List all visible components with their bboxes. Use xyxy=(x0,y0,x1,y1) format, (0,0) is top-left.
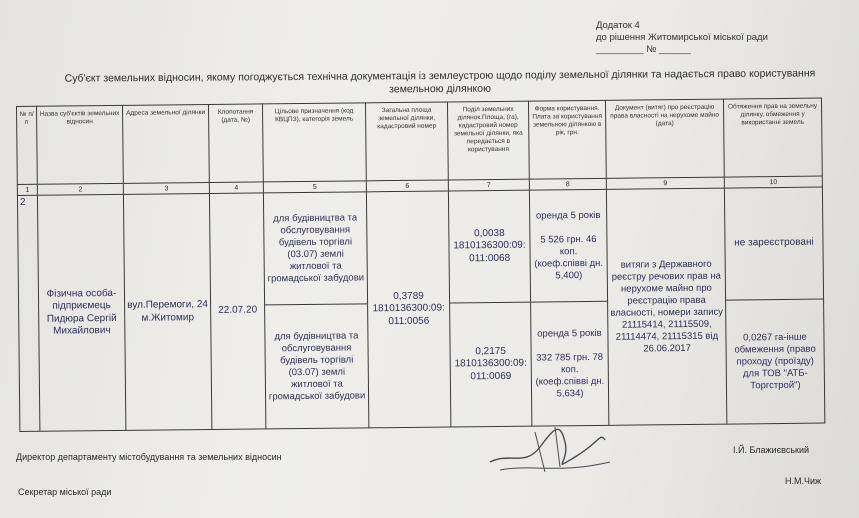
row-number: 2 xyxy=(17,195,39,431)
appendix-date-number: _________ № ______ xyxy=(596,44,691,55)
header-cell: Назва суб'єктів земельних відносин xyxy=(37,105,124,184)
column-number: 9 xyxy=(606,177,724,189)
subject-name: Фізична особа-підприємець Пидюра Сергій Михайлович xyxy=(37,194,125,431)
table-row xyxy=(17,187,823,307)
header-cell: № п/п xyxy=(17,106,38,184)
column-number: 7 xyxy=(448,179,529,191)
table-header-row xyxy=(17,98,823,184)
land-address: вул.Перемоги, 24 м.Житомир xyxy=(123,193,211,430)
encumbrance-cell: 0,0267 га-інше обмеження (право проходу (проїзду) для ТОВ "АТБ-Торгстрой") xyxy=(726,299,825,424)
header-cell: Адреса земельної ділянки xyxy=(122,104,209,183)
column-number: 2 xyxy=(37,183,123,195)
ownership-document: витяги з Державного реєстру речових прав на нерухоме майно про реєстрацію права власності, номери запису 21115414, 21115509, 21114474, 21115315 від 26.06.2017 xyxy=(606,188,726,425)
column-number: 10 xyxy=(724,176,822,188)
split-area-cadastral: 0,2175 1810136300:09: 011:0069 xyxy=(450,302,532,427)
land-relations-table xyxy=(16,98,825,432)
column-number: 1 xyxy=(17,184,37,195)
usage-form-payment: оренда 5 років 332 785 грн. 78 коп. (коеф.співві дн. 5,634) xyxy=(531,301,609,426)
column-number: 8 xyxy=(529,178,606,190)
header-cell: Загальна площа земельної ділянки, кадастровий номер xyxy=(365,102,448,181)
signature-mark xyxy=(480,412,620,482)
header-cell: Клопотання (дата, №) xyxy=(208,104,263,183)
column-number: 6 xyxy=(366,180,448,192)
secretary-title: Секретар міської ради xyxy=(18,487,112,497)
director-title: Директор департаменту містобудування та земельних відносин xyxy=(16,452,282,462)
encumbrance-cell: не зареєстровані xyxy=(724,187,823,300)
split-area-cadastral: 0,0038 1810136300:09: 011:0068 xyxy=(448,190,530,303)
header-cell: Цільове призначення (код КВЦПЗ), категорія земель xyxy=(262,103,366,182)
appendix-decision: до рішення Житомирської міської ради xyxy=(596,32,768,43)
purpose-cell: для будівництва та обслуговування будівель торгівлі (03.07) землі житлової та громадської забудови xyxy=(265,304,369,429)
header-cell: Поділ земельних ділянок.Площа, (га), кадастровий номер земельної ділянки, яка передається в користування xyxy=(447,101,529,180)
column-number: 3 xyxy=(123,182,209,194)
usage-form-payment: оренда 5 років 5 526 грн. 46 коп. (коеф.співві дн. 5,400) xyxy=(529,189,607,302)
header-cell: Форма користування. Плата за користування земельною ділянкою в рік, грн. xyxy=(528,100,606,179)
document-title: Суб'єкт земельних відносин, якому погоджується технічна документація із землеустрою щодо поділу земельної ділянки та надається право користування земельною ділянкою xyxy=(64,67,816,96)
header-cell: Обтяження прав на земельну ділянку, обмеження у використанні земель xyxy=(723,98,822,177)
purpose-cell: для будівництва та обслуговування будівель торгівлі (03.07) землі житлової та громадської забудови xyxy=(263,192,367,305)
column-number: 5 xyxy=(263,181,366,193)
director-name: І.Й. Блажиєвський xyxy=(733,445,810,455)
request-date: 22.07.20 xyxy=(209,193,265,430)
header-cell: Документ (витяг) про реєстрацію права власності на нерухоме майно (дата) xyxy=(605,99,724,178)
appendix-number: Додаток 4 xyxy=(596,20,640,31)
total-area-cadastral: 0,3789 1810136300:09: 011:0056 xyxy=(366,191,450,428)
secretary-name: Н.М.Чиж xyxy=(785,476,822,486)
appendix-header xyxy=(596,20,846,56)
column-number: 4 xyxy=(209,182,263,194)
